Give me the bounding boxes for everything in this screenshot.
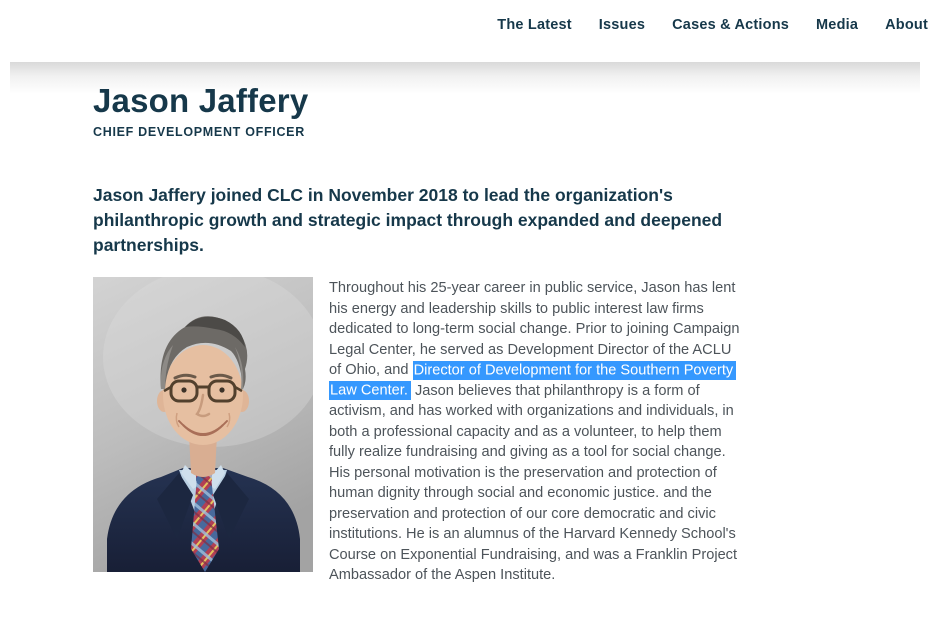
bio-section xyxy=(93,277,900,586)
bio-text-before-selection: Throughout his 25-year career in public service, Jason has lent his energy and leadership skills to public interest law firms dedicated to long-term social change. Prior to joining Campaign Legal Center, he served as Development Director of the ACLU of Ohio, and xyxy=(329,280,740,378)
job-title: CHIEF DEVELOPMENT OFFICER xyxy=(93,125,305,139)
intro-paragraph: Jason Jaffery joined CLC in November 2018 to lead the organization's philanthropic growth and strategic impact through expanded and deepened partnerships. xyxy=(93,185,723,255)
site-header xyxy=(0,0,930,62)
bio-text-second-block: His personal motivation is the preservation and protection of human dignity through social and economic justice. and the preservation and protection of our core democratic and civic institutions. He is an alumnus of the Harvard Kennedy School's Course on Exponential Fundraising, and was a Franklin Project Ambassador of the Aspen Institute. xyxy=(329,464,738,583)
bio-paragraph xyxy=(329,277,741,586)
nav-item-issues[interactable]: Issues xyxy=(598,17,646,33)
bio-text-after-selection: Jason believes that philanthropy is a form of activism, and has worked with organizations and individuals, in both a professional capacity and as a volunteer, to help them fully realize fundraising and giving as a tool for social change. xyxy=(329,382,734,460)
nav-item-cases-and-actions[interactable]: Cases & Actions xyxy=(672,17,790,33)
portrait-photo-illustration xyxy=(93,277,313,572)
portrait-photo xyxy=(93,277,313,572)
nav-item-about[interactable]: About xyxy=(885,17,928,33)
selected-text: Director of Development for the Southern Poverty Law Center. xyxy=(329,361,736,401)
profile-page-content xyxy=(10,62,920,626)
main-nav xyxy=(497,0,930,33)
nav-item-media[interactable]: Media xyxy=(816,17,859,33)
page-title: Jason Jaffery xyxy=(93,82,309,119)
nav-item-the-latest[interactable]: The Latest xyxy=(497,17,572,33)
